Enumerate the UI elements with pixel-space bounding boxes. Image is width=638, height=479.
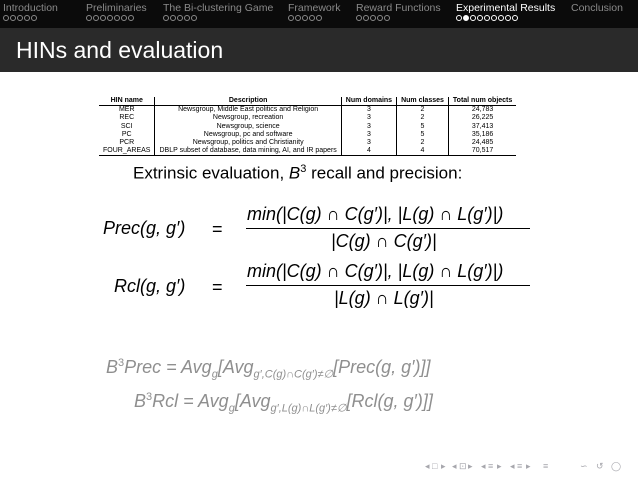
- column-header: Num domains: [341, 97, 396, 106]
- nav-dot[interactable]: [107, 15, 113, 21]
- table-cell: FOUR_AREAS: [99, 147, 155, 156]
- nav-next-subsection-icon[interactable]: ▸: [468, 461, 473, 471]
- table-cell: DBLP subset of database, data mining, AI, and IR papers: [155, 147, 341, 156]
- nav-dot[interactable]: [316, 15, 322, 21]
- nav-dot[interactable]: [163, 15, 169, 21]
- table-row: [99, 147, 516, 156]
- slide-title-bar: [0, 28, 638, 72]
- nav-dot[interactable]: [10, 15, 16, 21]
- forward-icon[interactable]: ↺: [596, 461, 604, 471]
- table-cell: 24,485: [448, 139, 516, 147]
- nav-section-experimental-results[interactable]: Experimental Results: [456, 2, 556, 14]
- nav-dot[interactable]: [309, 15, 315, 21]
- prec-lhs: Prec(g, g′): [103, 218, 186, 238]
- nav-prev-frame-icon[interactable]: ◂: [425, 461, 430, 471]
- table-cell: PC: [121, 130, 132, 138]
- frame-icon[interactable]: □: [432, 461, 438, 471]
- b3prec-b: B: [106, 357, 119, 377]
- nav-dots-experimental-results[interactable]: [456, 15, 518, 23]
- table-cell: REC: [119, 114, 135, 122]
- table-cell: 37,413: [448, 123, 516, 131]
- caption-suffix: recall and precision:: [306, 163, 463, 183]
- b3prec-main: Prec = Avg: [124, 357, 212, 377]
- table-cell: 2: [397, 114, 449, 122]
- table-cell: 4: [397, 147, 449, 156]
- nav-next-slide-icon[interactable]: ▸: [526, 461, 531, 471]
- nav-dot[interactable]: [470, 15, 476, 21]
- table-cell: 2: [397, 139, 449, 147]
- slide-icon[interactable]: ≡: [517, 461, 523, 471]
- caption-b: B: [288, 163, 301, 183]
- nav-section-conclusion[interactable]: Conclusion: [571, 2, 623, 14]
- nav-dot[interactable]: [24, 15, 30, 21]
- search-icon[interactable]: ◯: [611, 461, 622, 471]
- table-cell: 4: [341, 147, 396, 156]
- nav-dot[interactable]: [477, 15, 483, 21]
- table-cell: Newsgroup, politics and Christianity: [155, 139, 341, 147]
- nav-dot[interactable]: [505, 15, 511, 21]
- b3prec-sup: 3: [118, 357, 125, 369]
- prec-denominator: |C(g) ∩ C(g′)|: [331, 231, 437, 251]
- nav-dots-introduction[interactable]: [3, 15, 37, 23]
- nav-dot[interactable]: [86, 15, 92, 21]
- nav-section-framework[interactable]: Framework: [288, 2, 341, 14]
- align-icon[interactable]: ≡: [543, 461, 549, 471]
- nav-dot[interactable]: [93, 15, 99, 21]
- nav-dot[interactable]: [370, 15, 376, 21]
- nav-section-introduction[interactable]: Introduction: [3, 2, 58, 14]
- nav-prev-slide-icon[interactable]: ◂: [510, 461, 515, 471]
- nav-dot[interactable]: [512, 15, 518, 21]
- hin-table: [99, 97, 516, 156]
- table-row: [99, 106, 516, 115]
- b3rcl-sub2: g′,L(g)∩L(g′)≠∅: [270, 402, 347, 415]
- table-cell: Newsgroup, recreation: [155, 114, 341, 122]
- nav-dot[interactable]: [363, 15, 369, 21]
- nav-prev-section-icon[interactable]: ◂: [481, 461, 486, 471]
- nav-prev-subsection-icon[interactable]: ◂: [452, 461, 457, 471]
- b3rcl-sup: 3: [146, 391, 153, 403]
- prec-fraction-line: [246, 228, 530, 229]
- table-cell: 2: [397, 106, 449, 115]
- nav-dot[interactable]: [356, 15, 362, 21]
- nav-dot[interactable]: [100, 15, 106, 21]
- b3prec-sub1: g: [211, 368, 218, 381]
- nav-dot[interactable]: [17, 15, 23, 21]
- nav-next-section-icon[interactable]: ▸: [497, 461, 502, 471]
- nav-dots-framework[interactable]: [288, 15, 322, 23]
- b3rcl-mid: [Avg: [234, 391, 271, 411]
- rcl-fraction-line: [246, 285, 530, 286]
- table-row: [99, 131, 516, 139]
- rcl-lhs: Rcl(g, g′): [114, 276, 186, 296]
- b3rcl-sub1: g: [228, 402, 235, 415]
- b3rcl-end: [Rcl(g, g′)]]: [346, 391, 433, 411]
- nav-next-frame-icon[interactable]: ▸: [441, 461, 446, 471]
- b3prec-end: [Prec(g, g′)]]: [333, 357, 431, 377]
- subsection-icon[interactable]: ⊡: [459, 461, 467, 471]
- b3-recall-formula: [134, 391, 433, 415]
- table-cell: Newsgroup, pc and software: [155, 131, 341, 139]
- b3prec-mid: [Avg: [217, 357, 254, 377]
- table-cell: 26,225: [448, 114, 516, 122]
- prec-numerator: min(|C(g) ∩ C(g′)|, |L(g) ∩ L(g′)|): [247, 204, 504, 224]
- column-header: Description: [155, 97, 341, 106]
- nav-dot[interactable]: [177, 15, 183, 21]
- evaluation-caption: [133, 163, 462, 184]
- nav-section-reward-functions[interactable]: Reward Functions: [356, 2, 441, 14]
- table-cell: 3: [341, 114, 396, 122]
- table-cell: 24,783: [448, 106, 516, 115]
- nav-dot[interactable]: [121, 15, 127, 21]
- nav-dot[interactable]: [288, 15, 294, 21]
- nav-dot[interactable]: [491, 15, 497, 21]
- table-cell: 70,517: [448, 147, 516, 156]
- nav-section-bi-clustering-game[interactable]: The Bi-clustering Game: [163, 2, 274, 14]
- table-row: [99, 123, 516, 131]
- column-header: Num classes: [397, 97, 449, 106]
- table-cell: PCR: [119, 139, 135, 147]
- nav-dot[interactable]: [377, 15, 383, 21]
- section-navigation: [0, 0, 638, 28]
- table-cell: SCI: [120, 122, 133, 130]
- back-icon[interactable]: ∽: [580, 461, 588, 471]
- table-header-row: [99, 97, 516, 106]
- nav-dot[interactable]: [191, 15, 197, 21]
- nav-dots-preliminaries[interactable]: [86, 15, 134, 23]
- rcl-numerator: min(|C(g) ∩ C(g′)|, |L(g) ∩ L(g′)|): [247, 261, 504, 281]
- nav-dot[interactable]: [3, 15, 9, 21]
- table-cell: MER: [118, 106, 135, 114]
- caption-sup: 3: [300, 163, 307, 175]
- nav-dot[interactable]: [170, 15, 176, 21]
- nav-dot[interactable]: [184, 15, 190, 21]
- nav-dot[interactable]: [302, 15, 308, 21]
- table-cell: 3: [341, 123, 396, 131]
- table-cell: 3: [341, 139, 396, 147]
- table-cell: 35,186: [448, 131, 516, 139]
- table-row: [99, 114, 516, 122]
- nav-dot[interactable]: [31, 15, 37, 21]
- b3rcl-main: Rcl = Avg: [152, 391, 229, 411]
- nav-section-preliminaries[interactable]: Preliminaries: [86, 2, 147, 14]
- table-cell: Newsgroup, science: [155, 123, 341, 131]
- column-header: Total num objects: [448, 97, 516, 106]
- nav-dots-reward-functions[interactable]: [356, 15, 390, 23]
- section-icon[interactable]: ≡: [488, 461, 494, 471]
- nav-dot[interactable]: [295, 15, 301, 21]
- prec-equals: =: [212, 219, 223, 239]
- table-cell: Newsgroup, Middle East politics and Religion: [155, 106, 341, 115]
- rcl-equals: =: [212, 277, 223, 297]
- nav-dot[interactable]: [456, 15, 462, 21]
- table-cell: 3: [341, 131, 396, 139]
- rcl-denominator: |L(g) ∩ L(g′)|: [334, 288, 434, 308]
- nav-dot[interactable]: [484, 15, 490, 21]
- nav-dot[interactable]: [114, 15, 120, 21]
- nav-dots-bi-clustering-game[interactable]: [163, 15, 197, 23]
- table-row: [99, 139, 516, 147]
- nav-dot[interactable]: [384, 15, 390, 21]
- table-cell: 3: [341, 106, 396, 115]
- b3prec-sub2: g′,C(g)∩C(g′)≠∅: [253, 368, 334, 381]
- table-cell: 5: [397, 131, 449, 139]
- nav-dot-current[interactable]: [463, 15, 469, 21]
- caption-prefix: Extrinsic evaluation,: [133, 163, 289, 183]
- column-header: HIN name: [99, 97, 155, 106]
- nav-dot[interactable]: [498, 15, 504, 21]
- nav-dot[interactable]: [128, 15, 134, 21]
- b3rcl-b: B: [134, 391, 147, 411]
- table-cell: 5: [397, 123, 449, 131]
- slide-title: HINs and evaluation: [16, 37, 224, 63]
- b3-precision-formula: [106, 357, 431, 381]
